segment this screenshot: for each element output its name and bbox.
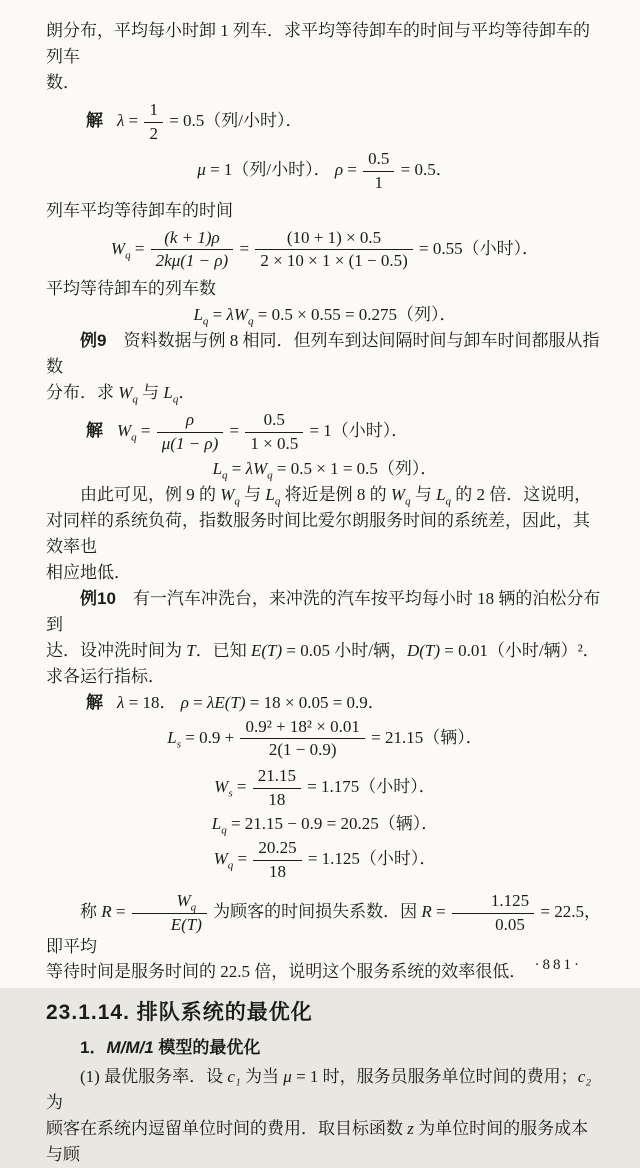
mu-symbol: μ — [283, 1067, 292, 1087]
c2-symbol: c₂ — [577, 1067, 592, 1087]
ex8-lambda-formula — [46, 99, 604, 145]
page-number: ·881· — [534, 957, 582, 973]
lambda-wq-symbol: λW — [245, 458, 268, 478]
fraction-numerator: 1 — [144, 101, 163, 123]
ex8-mu-rho-formula — [46, 148, 604, 194]
lq-symbol: L — [211, 814, 222, 834]
intro-line-1: 朗分布，平均每小时卸 1 列车．求平均等待卸车的时间与平均等待卸车的列车 — [46, 21, 590, 66]
wq-subscript: q — [131, 431, 137, 444]
text-segment: = 22.5，即平均 — [46, 901, 601, 957]
intro-line-2: 数． — [46, 73, 80, 92]
fraction-numerator: 1.125 — [452, 892, 534, 914]
ex10-lq-formula — [46, 814, 604, 837]
text-segment: 分布．求 — [46, 383, 119, 403]
formula-text: = 1（列/小时）． — [205, 160, 335, 180]
T-symbol: T — [186, 640, 196, 660]
equals-sign: = — [111, 901, 130, 921]
ex10-ws-formula — [46, 765, 604, 811]
fraction-denominator: 2 × 10 × 1 × (1 − 0.5) — [260, 251, 408, 271]
text-segment: 达．设冲洗时间为 — [46, 640, 187, 660]
example10-line-2 — [46, 638, 604, 664]
fraction — [240, 718, 364, 760]
fraction-numerator: 0.5 — [363, 150, 394, 172]
lq-subscript: q — [274, 494, 281, 507]
formula-result: = 0.55（小时）． — [414, 238, 540, 258]
lq-symbol: L — [436, 484, 446, 504]
mm1-model-label: M/M/1 — [106, 1037, 154, 1057]
wq-subscript: q — [248, 315, 254, 328]
ex8-lq-formula — [46, 305, 604, 328]
rho-symbol: ρ — [334, 160, 344, 180]
fraction — [253, 839, 301, 881]
formula-result: = 0.5 × 0.55 = 0.275（列）． — [253, 305, 457, 325]
wq-subscript: q — [132, 393, 138, 406]
fraction-denominator: 1 × 0.5 — [250, 433, 299, 453]
solve-label: 解 — [86, 421, 103, 441]
equals-sign: = — [124, 111, 143, 131]
lq-subscript: q — [445, 494, 452, 507]
wait-count-label: 平均等待卸车的列车数 — [46, 279, 216, 299]
lq-symbol: L — [163, 383, 173, 403]
wq-symbol: W — [176, 890, 191, 910]
example10-line-1 — [46, 586, 604, 638]
formula-result: = 21.15 − 0.9 = 20.25（辆）． — [226, 814, 439, 834]
lq-subscript: q — [221, 824, 227, 837]
equals-sign: = — [343, 160, 362, 180]
formula-result: = 18 × 0.05 = 0.9． — [245, 692, 385, 712]
equals-sign: = — [225, 421, 244, 441]
example10-text: 有一汽车冲洗台，来冲洗的汽车按平均每小时 18 辆的泊松分布到 — [46, 588, 601, 634]
wq-subscript: q — [190, 901, 197, 914]
wq-symbol: W — [213, 849, 228, 869]
equals-sign: = — [130, 238, 149, 258]
text-segment: 与 — [239, 484, 266, 504]
fraction — [144, 101, 163, 143]
text-segment: = 0.05 小时/辆， — [282, 640, 407, 660]
lq-subscript: q — [202, 315, 209, 328]
fraction-numerator: 21.15 — [253, 767, 301, 789]
z-symbol: z — [407, 1119, 414, 1139]
fraction — [132, 892, 207, 934]
equals-sign: = — [136, 421, 155, 441]
fraction — [157, 411, 224, 453]
lambda-wq-symbol: λW — [226, 305, 249, 325]
text-segment: 为顾客的时间损失系数．因 — [208, 901, 422, 921]
ex10-wq-formula — [46, 837, 604, 883]
equals-sign: = — [227, 458, 246, 478]
fraction — [245, 411, 303, 453]
example9-line-2 — [46, 380, 604, 406]
ratio-line-1 — [46, 890, 604, 958]
optimal-rate-line-2 — [46, 1116, 604, 1168]
equals-sign: = — [431, 901, 450, 921]
wq-subscript: q — [405, 494, 411, 507]
fraction-denominator: E(T) — [170, 914, 202, 934]
equals-sign: = — [188, 692, 207, 712]
fraction — [452, 892, 534, 934]
lambda-ET-symbol: λE(T) — [206, 692, 246, 712]
text-segment: 与 — [137, 383, 164, 403]
lq-symbol: L — [265, 484, 275, 504]
fraction-denominator: 2kμ(1 − ρ) — [155, 251, 229, 271]
formula-result: = 0.5 × 1 = 0.5（列）． — [272, 458, 438, 478]
text-segment: ．已知 — [195, 640, 251, 660]
formula-result: = 0.5． — [396, 160, 453, 180]
R-symbol: R — [101, 901, 112, 921]
text-segment: 顾客在系统内逗留单位时间的费用．取目标函数 — [46, 1119, 408, 1139]
optimal-rate-line-1 — [46, 1064, 604, 1116]
fraction-numerator: 0.5 — [245, 411, 303, 433]
wq-symbol: W — [390, 484, 406, 504]
wq-symbol: W — [117, 421, 132, 441]
equals-sign: = — [235, 238, 254, 258]
subsection-number: 1． — [80, 1037, 107, 1057]
c1-symbol: c₁ — [227, 1067, 241, 1087]
fraction-denominator: 0.05 — [495, 914, 525, 934]
lq-subscript: q — [172, 393, 179, 406]
ws-symbol: W — [214, 777, 229, 797]
lq-symbol: L — [212, 458, 223, 478]
ex8-wq-formula — [46, 227, 604, 273]
fraction — [255, 229, 412, 271]
equals-sign: = — [232, 777, 251, 797]
lambda-symbol: λ — [117, 692, 125, 712]
ls-subscript: s — [176, 738, 182, 751]
fraction-numerator — [132, 892, 207, 914]
text-segment: 为 — [46, 1093, 63, 1113]
text-segment: ． — [178, 383, 196, 403]
R-symbol: R — [421, 901, 432, 921]
mu-symbol: μ — [197, 160, 206, 180]
solve-label: 解 — [86, 692, 103, 712]
wait-time-label: 列车平均等待卸车的时间 — [46, 200, 233, 220]
equals-sign: = — [208, 305, 227, 325]
fraction-numerator: ρ — [157, 411, 224, 433]
DT-symbol: D(T) — [406, 640, 441, 660]
formula-result: = 1（小时）． — [305, 421, 409, 441]
ws-subscript: s — [228, 787, 233, 800]
ex9-lq-formula — [46, 459, 604, 479]
subsection-heading — [46, 1035, 604, 1061]
ex10-ls-formula — [46, 716, 604, 762]
text-segment: = 1 时，服务员服务单位时间的费用； — [291, 1067, 578, 1087]
fraction-numerator: (k + 1)ρ — [151, 229, 234, 251]
wq-subscript: q — [267, 468, 273, 481]
ratio-line-2: 等待时间是服务时间的 22.5 倍，说明这个服务系统的效率很低． — [46, 962, 527, 982]
wq-subscript: q — [125, 249, 131, 262]
text-segment: 与 — [410, 484, 437, 504]
formula-lhs: λ — [117, 111, 125, 131]
equals-sign: = — [233, 849, 252, 869]
formula-result: = 0.5（列/小时）． — [164, 111, 303, 131]
text-segment: 的 2 倍．这说明， — [451, 484, 592, 504]
example9-label: 例9 — [80, 331, 107, 351]
ET-symbol: E(T) — [250, 640, 283, 660]
ls-symbol: L — [167, 727, 177, 747]
fraction-numerator: 0.9² + 18² × 0.01 — [240, 718, 364, 740]
remark-line-3: 相应地低． — [46, 562, 131, 582]
text-segment: = 0.01（小时/辆）²． — [440, 640, 600, 660]
formula-text: = 18． — [124, 692, 181, 712]
wq-symbol: W — [220, 484, 235, 504]
formula-result: = 1.125（小时）． — [303, 849, 437, 869]
fraction-numerator: (10 + 1) × 0.5 — [255, 229, 412, 251]
fraction-denominator: 2(1 − 0.9) — [268, 740, 337, 760]
fraction-denominator: 18 — [268, 862, 286, 882]
fraction-numerator: 20.25 — [253, 839, 301, 861]
text-segment: 为当 — [240, 1067, 284, 1087]
solve-label: 解 — [86, 111, 103, 131]
remark-line-2: 对同样的系统负荷，指数服务时间比爱尔朗服务时间的系统差，因此，其效率也 — [46, 510, 590, 556]
text-segment: 由此可见，例 9 的 — [80, 484, 221, 504]
fraction-denominator: 2 — [149, 123, 158, 143]
wq-symbol: W — [110, 238, 126, 258]
example10-label: 例10 — [80, 588, 116, 608]
ex10-rho-formula — [46, 693, 604, 713]
fraction — [363, 150, 394, 192]
ex9-wq-formula — [46, 409, 604, 455]
lq-subscript: q — [222, 468, 228, 481]
formula-result: = 1.175（小时）． — [302, 777, 436, 797]
text-segment: (1) 最优服务率．设 — [80, 1067, 228, 1087]
fraction — [151, 229, 234, 271]
text-segment: 称 — [80, 901, 102, 921]
lq-symbol: L — [193, 305, 203, 325]
formula-result: = 21.15（辆）． — [366, 727, 483, 747]
example9-line-1 — [46, 328, 604, 380]
wq-subscript: q — [234, 494, 240, 507]
text-segment: 将近是例 8 的 — [280, 484, 391, 504]
rho-symbol: ρ — [180, 692, 189, 712]
wq-symbol: W — [118, 383, 133, 403]
fraction-denominator: 18 — [268, 789, 286, 809]
fraction-denominator: 1 — [374, 173, 384, 193]
example10-line-3: 求各运行指标． — [46, 666, 165, 686]
fraction-denominator: μ(1 − ρ) — [161, 433, 219, 453]
formula-text: = 0.9 + — [181, 727, 239, 747]
subsection-title: 模型的最优化 — [153, 1037, 261, 1057]
remark-line-1 — [46, 482, 604, 508]
example9-text: 资料数据与例 8 相同．但列车到达间隔时间与卸车时间都服从指数 — [46, 331, 600, 377]
fraction — [253, 767, 301, 809]
section-heading: 23.1.14. 排队系统的最优化 — [46, 1001, 313, 1025]
wq-subscript: q — [227, 859, 234, 872]
text-segment: 为单位时间的服务成本与顾 — [46, 1119, 589, 1165]
